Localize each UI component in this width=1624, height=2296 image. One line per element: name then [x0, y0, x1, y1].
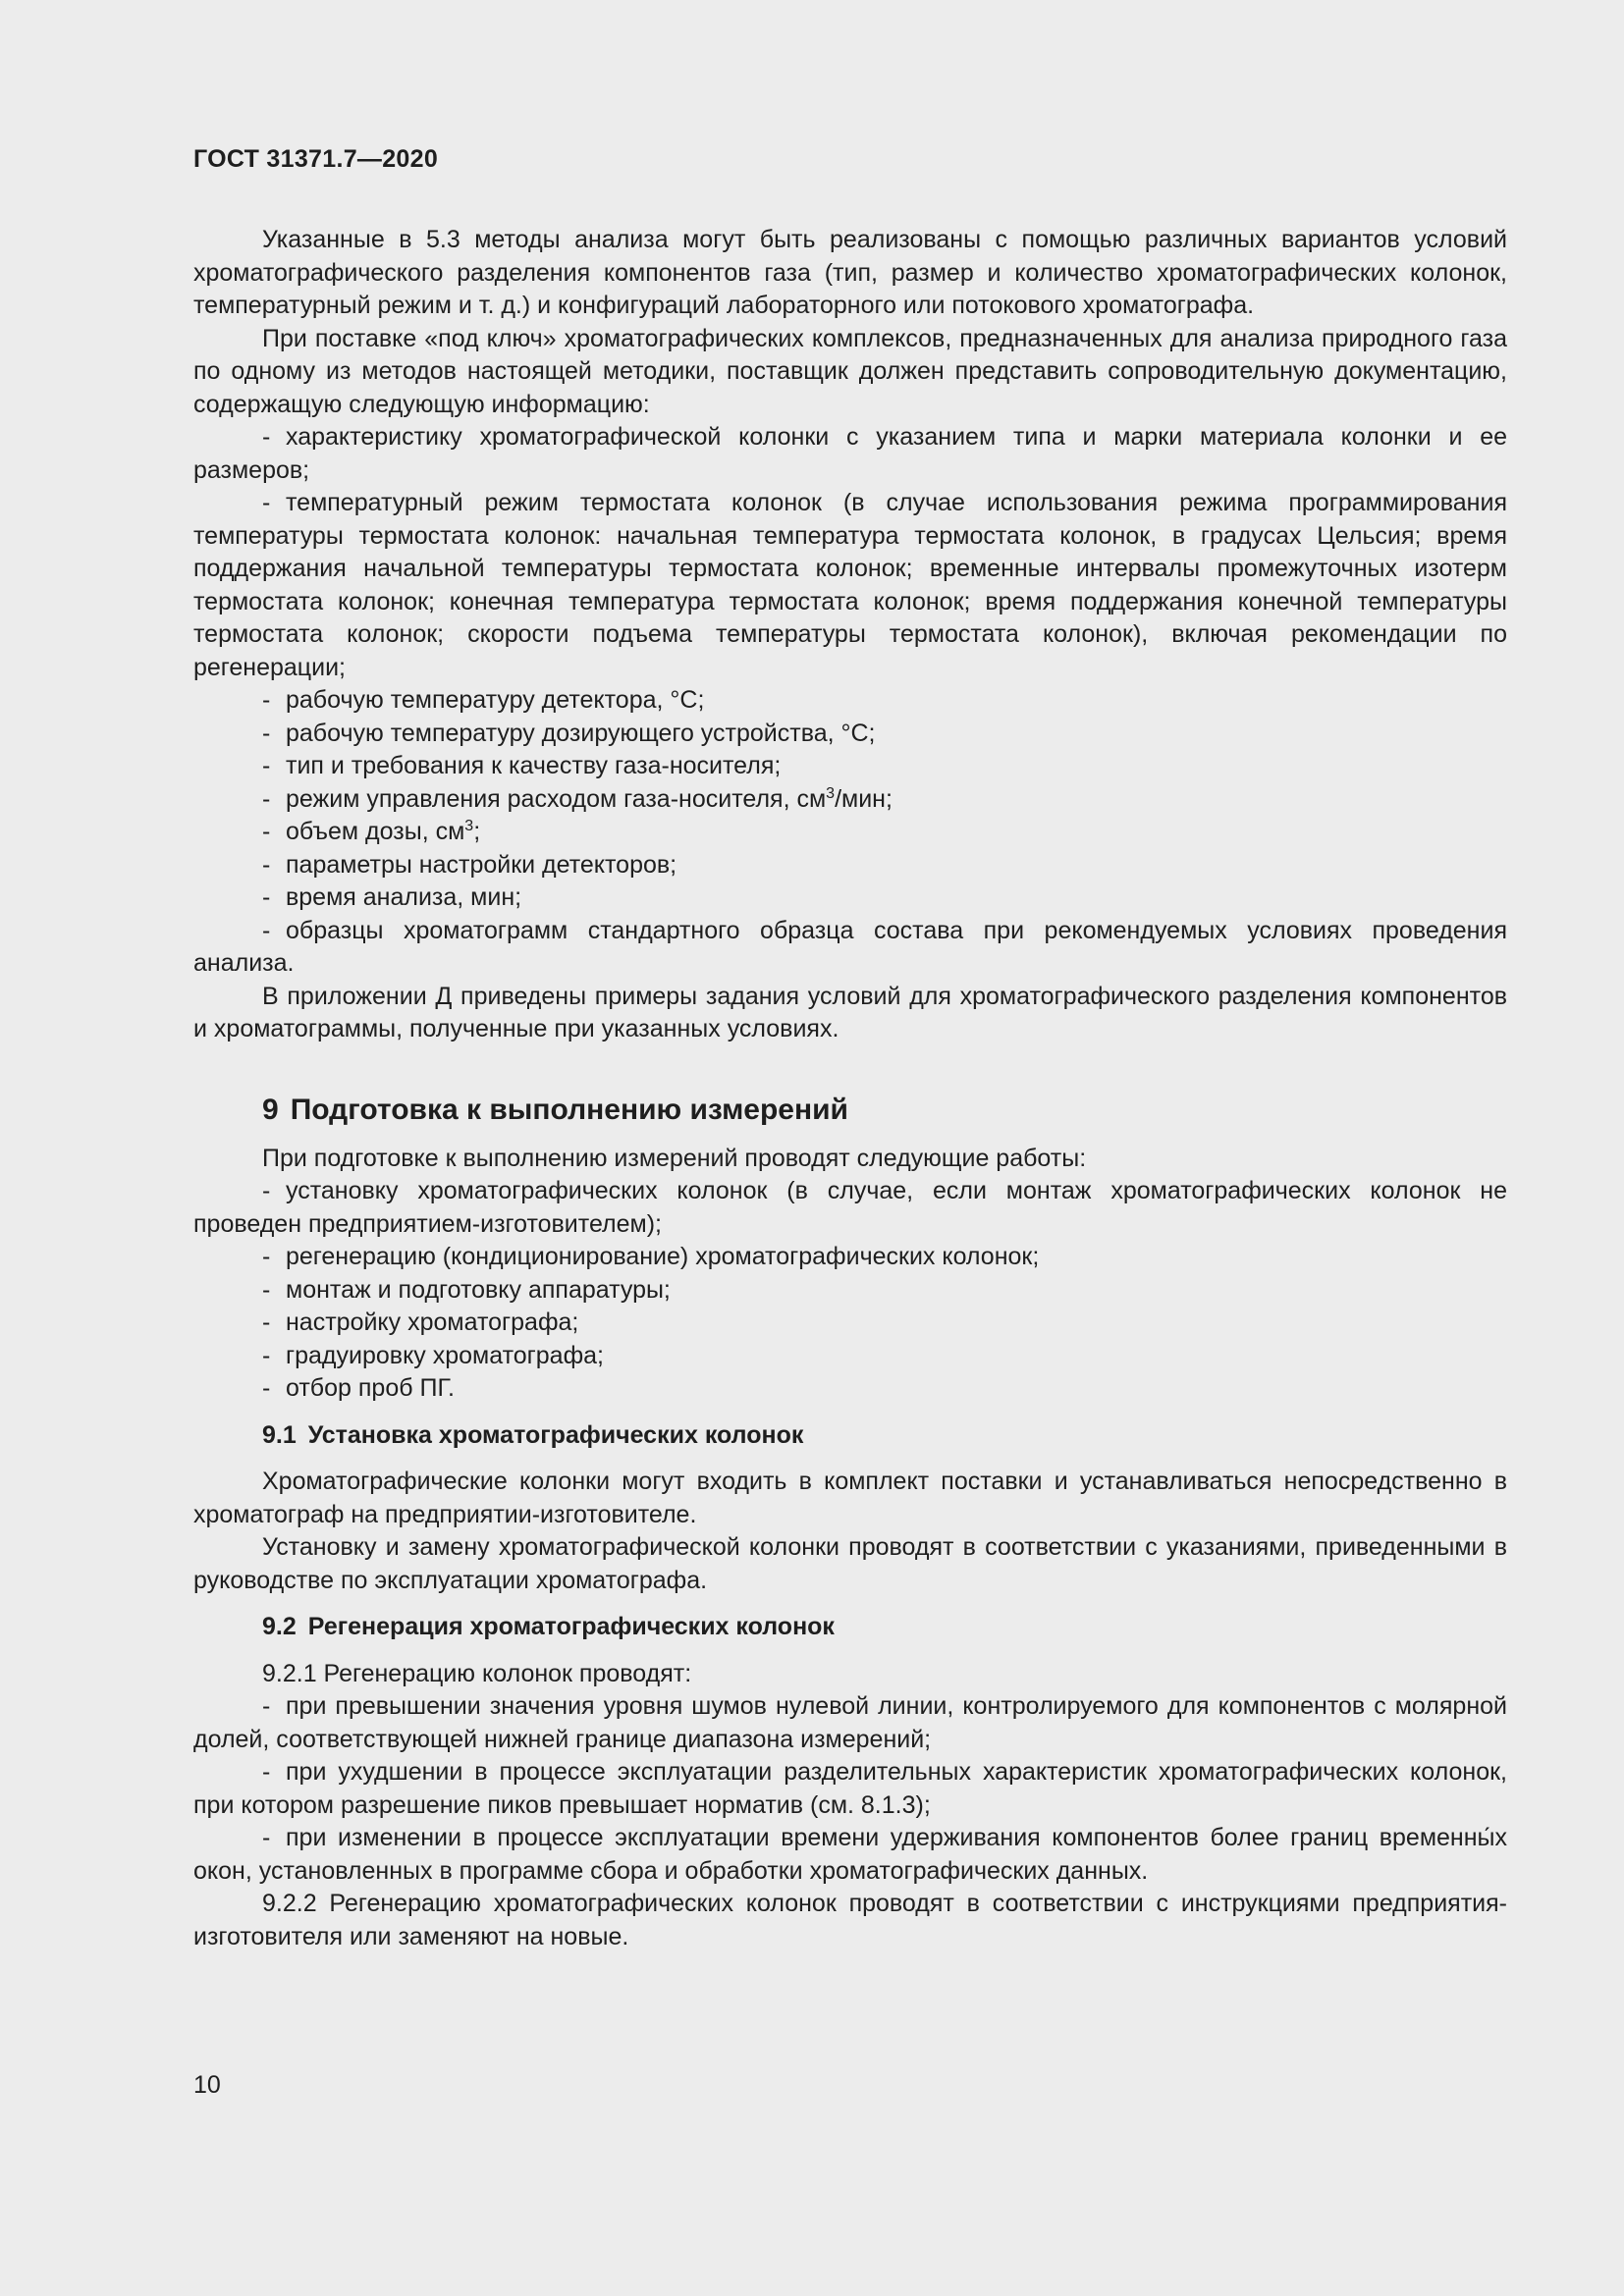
text: настройку хроматографа; [286, 1308, 579, 1336]
text: режим управления расходом газа-носителя, см [286, 784, 827, 813]
dash-marker: - [262, 752, 271, 779]
superscript: 3 [464, 818, 474, 834]
list-item [193, 1175, 1507, 1241]
text: температурный режим термостата колонок (в случае использования режима программирования температуры термостата колонок: начальная температура термостата колонок, в градусах Цельсия; время поддержания начальной температуры термостата колонок; временные интервалы промежуточных изотерм термостата колонок; конечная температура термостата колонок; время поддержания конечной температуры термостата колонок; скорости подъема температуры термостата колонок), включая рекомендации по регенерации; [193, 489, 1507, 681]
dash-marker: - [262, 1692, 271, 1720]
dash-marker: - [262, 1758, 271, 1786]
list-item [193, 1822, 1507, 1888]
dash-marker: - [262, 1177, 271, 1204]
dash-marker: - [262, 1374, 271, 1402]
list-item [193, 750, 1507, 783]
list-item [193, 1340, 1507, 1373]
list-item [193, 816, 1507, 849]
paragraph [193, 1143, 1507, 1176]
section-9-1-body [193, 1466, 1507, 1597]
text: время анализа, мин; [286, 883, 522, 911]
dash-marker: - [262, 850, 271, 879]
list-item [193, 1756, 1507, 1822]
text: характеристику хроматографической колонки с указанием типа и марки материала колонки и ее размеров; [193, 423, 1507, 484]
document-id-header: ГОСТ 31371.7—2020 [193, 145, 439, 173]
list-item [193, 684, 1507, 718]
paragraph [193, 1466, 1507, 1531]
list-item [193, 1307, 1507, 1340]
list-item [193, 849, 1507, 882]
text: параметры настройки детекторов; [286, 850, 677, 879]
section-title: Регенерация хроматографических колонок [307, 1613, 835, 1640]
text: 9.2.2 Регенерацию хроматографических колонок проводят в соответствии с инструкциями предприятия-изготовителя или заменяют на новые. [193, 1890, 1507, 1950]
paragraph [193, 981, 1507, 1046]
paragraph [193, 1531, 1507, 1597]
section-9-2-heading [193, 1611, 1507, 1644]
dash-marker: - [262, 1341, 271, 1369]
text: отбор проб ПГ. [286, 1374, 455, 1402]
paragraph [193, 224, 1507, 323]
intro-block [193, 224, 1507, 1046]
dash-marker: - [262, 883, 271, 911]
dash-marker: - [262, 423, 271, 451]
section-title: Подготовка к выполнению измерений [290, 1093, 848, 1126]
text: регенерацию (кондиционирование) хроматографических колонок; [286, 1243, 1040, 1270]
section-9-heading [193, 1091, 1507, 1130]
section-number: 9.2 [262, 1613, 297, 1640]
text: объем дозы, см [286, 818, 465, 845]
text: Установку и замену хроматографической колонки проводят в соответствии с указаниями, приведенными в руководстве по эксплуатации хроматографа. [193, 1533, 1507, 1594]
text-tail: ; [473, 818, 481, 845]
text: образцы хроматограмм стандартного образца состава при рекомендуемых условиях проведения анализа. [193, 916, 1507, 977]
text: установку хроматографических колонок (в случае, если монтаж хроматографических колонок не проведен предприятием-изготовителем); [193, 1177, 1507, 1238]
text-tail: /мин; [835, 784, 893, 813]
dash-marker: - [262, 784, 271, 813]
text: монтаж и подготовку аппаратуры; [286, 1275, 671, 1304]
list-item [193, 1241, 1507, 1274]
section-9-1-heading [193, 1419, 1507, 1453]
list-item [193, 718, 1507, 751]
text: Хроматографические колонки могут входить в комплект поставки и устанавливаться непосредственно в хроматограф на предприятии-изготовителе. [193, 1468, 1507, 1528]
list-item [193, 487, 1507, 684]
text: рабочую температуру дозирующего устройства, °С; [286, 719, 876, 747]
list-item [193, 1372, 1507, 1406]
dash-marker: - [262, 818, 271, 845]
dash-marker: - [262, 1308, 271, 1336]
list-item [193, 1690, 1507, 1756]
section-number: 9 [262, 1093, 279, 1126]
dash-marker: - [262, 719, 271, 747]
section-title: Установка хроматографических колонок [307, 1420, 804, 1449]
dash-marker: - [262, 489, 271, 516]
dash-marker: - [262, 686, 271, 714]
paragraph [193, 323, 1507, 422]
superscript: 3 [826, 784, 836, 802]
page-body [193, 224, 1507, 1953]
text: при ухудшении в процессе эксплуатации разделительных характеристик хроматографических колонок, при котором разрешение пиков превышает норматив (см. 8.1.3); [193, 1758, 1507, 1819]
text: при изменении в процессе эксплуатации времени удерживания компонентов более границ временны́х окон, установленных в программе сбора и обработки хроматографических данных. [193, 1824, 1507, 1885]
text: В приложении Д приведены примеры задания условий для хроматографического разделения компонентов и хроматограммы, полученные при указанных условиях. [193, 982, 1507, 1042]
list-item [193, 915, 1507, 981]
text: тип и требования к качеству газа-носителя; [286, 752, 782, 779]
paragraph [193, 1658, 1507, 1691]
paragraph [193, 1888, 1507, 1953]
list-item [193, 881, 1507, 915]
text: Указанные в 5.3 методы анализа могут быть реализованы с помощью различных вариантов условий хроматографического разделения компонентов газа (тип, размер и количество хроматографических колонок, температурный режим и т. д.) и конфигураций лабораторного или потокового хроматографа. [193, 226, 1507, 319]
dash-marker: - [262, 1824, 271, 1851]
dash-marker: - [262, 1275, 271, 1304]
section-number: 9.1 [262, 1420, 297, 1449]
list-item [193, 1274, 1507, 1308]
page-number: 10 [193, 2071, 221, 2099]
text: При подготовке к выполнению измерений проводят следующие работы: [262, 1144, 1087, 1172]
text: 9.2.1 Регенерацию колонок проводят: [262, 1659, 692, 1687]
text: рабочую температуру детектора, °С; [286, 686, 705, 714]
text: При поставке «под ключ» хроматографических комплексов, предназначенных для анализа природного газа по одному из методов настоящей методики, поставщик должен представить сопроводительную документацию, содержащую следующую информацию: [193, 324, 1507, 418]
section-9-2-body [193, 1658, 1507, 1954]
dash-marker: - [262, 1243, 271, 1270]
section-9-body [193, 1143, 1507, 1406]
list-item [193, 783, 1507, 817]
text: градуировку хроматографа; [286, 1341, 604, 1369]
text: при превышении значения уровня шумов нулевой линии, контролируемого для компонентов с молярной долей, соответствующей нижней границе диапазона измерений; [193, 1692, 1507, 1753]
dash-marker: - [262, 916, 271, 944]
list-item [193, 421, 1507, 487]
